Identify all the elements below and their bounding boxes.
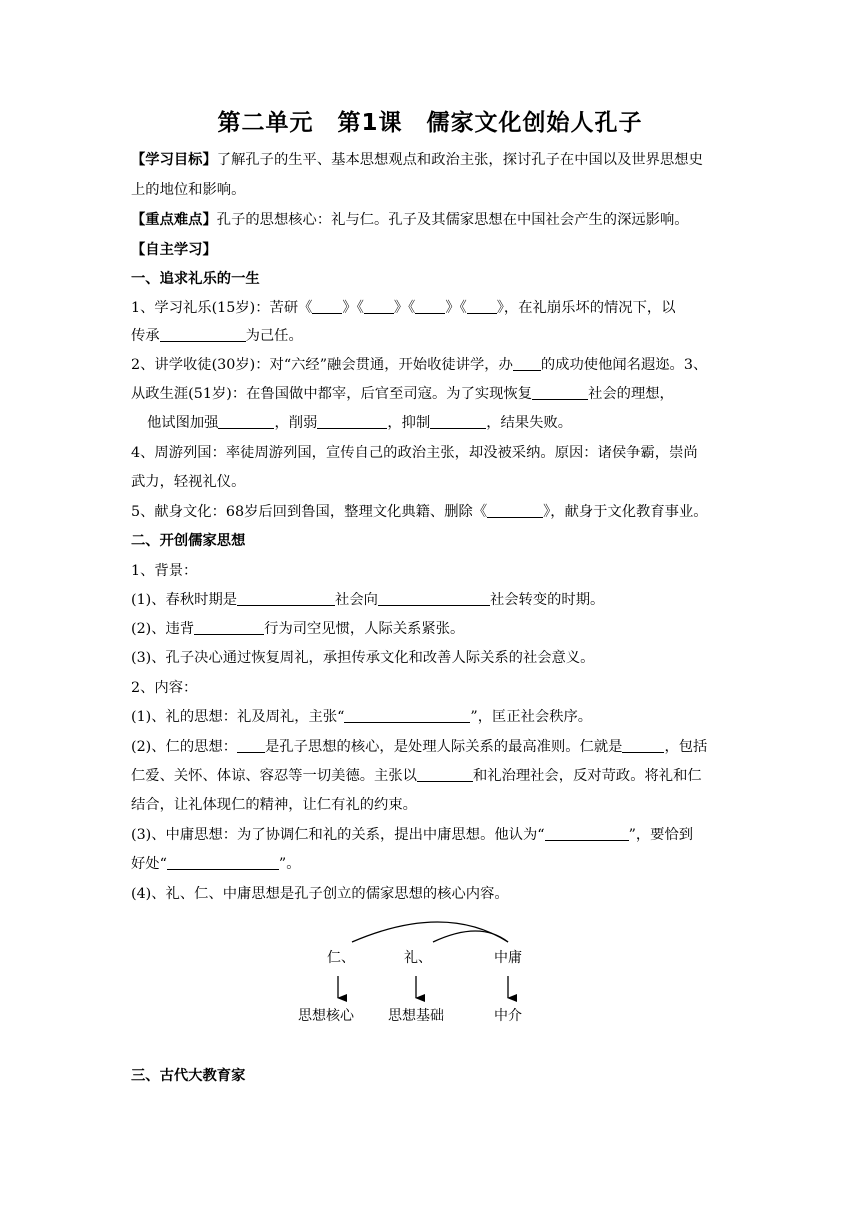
s1-item3-cont: [147, 413, 749, 433]
learning-goals: [131, 150, 733, 170]
blank[interactable]: [415, 298, 445, 314]
s1-text: ，削弱: [274, 415, 318, 431]
s1-text: 2、讲学收徒(30岁)：对“六经”融会贯通，开始收徒讲学，办: [131, 357, 513, 373]
blank[interactable]: [317, 413, 387, 429]
blank[interactable]: [467, 298, 497, 314]
s2-text: (1)、春秋时期是: [131, 592, 238, 608]
diagram-medium: 中介: [494, 1008, 522, 1024]
diagram-foundation: 思想基础: [388, 1008, 444, 1024]
s1-text: 》《: [445, 300, 467, 316]
s2-c4: (4)、礼、仁、中庸思想是孔子创立的儒家思想的核心内容。: [131, 886, 509, 902]
s2-text: 和礼治理社会，反对苛政。将礼和仁: [472, 768, 702, 784]
blank[interactable]: [513, 355, 541, 371]
s2-text: (2)、仁的思想：: [131, 739, 238, 755]
key-points: [131, 210, 733, 230]
s2-text: (1)、礼的思想：礼及周礼，主张“: [131, 709, 345, 725]
s1-text: ，结果失败。: [486, 415, 573, 431]
s2-text: 行为司空见惯，人际关系紧张。: [264, 621, 465, 637]
s1-item4: 4、周游列国：率徒周游列国，宣传自己的政治主张，却没被采纳。原因：诸侯争霸，崇尚: [131, 445, 698, 461]
s1-text: 》《: [393, 300, 416, 316]
s1-text: 的成功使他闻名遐迩。3、: [540, 357, 708, 373]
s2-text: (3)、中庸思想：为了协调仁和礼的关系，提出中庸思想。他认为“: [131, 827, 545, 843]
keypoints-text: 孔子的思想核心：礼与仁。孔子及其儒家思想在中国社会产生的深远影响。: [216, 212, 689, 228]
s2-c3-cont: [131, 854, 733, 874]
s1-text: 》，献身于文化教育事业。: [543, 504, 708, 520]
s2-c2: [131, 737, 733, 757]
diagram-zhongyong: 中庸: [494, 950, 522, 966]
s1-text: ，抑制: [387, 415, 431, 431]
s2-text: 仁爱、关怀、体谅、容忍等一切美德。主张以: [131, 768, 417, 784]
blank[interactable]: [532, 384, 588, 400]
s2-content-label: 2、内容：: [131, 680, 198, 696]
s2-background-label: 1、背景：: [131, 563, 198, 579]
learning-goals-cont: 上的地位和影响。: [131, 182, 246, 198]
blank[interactable]: [218, 413, 274, 429]
s2-c2-cont: [131, 766, 733, 786]
blank[interactable]: [237, 737, 265, 753]
blank[interactable]: [364, 298, 394, 314]
s1-item5: [131, 502, 733, 522]
self-study-heading: 【自主学习】: [131, 242, 217, 258]
s2-bg1: [131, 590, 733, 610]
s2-text: ”，要恰到: [628, 827, 694, 843]
section3-heading: 三、古代大教育家: [131, 1068, 246, 1084]
s2-bg2: [131, 619, 733, 639]
blank[interactable]: [160, 326, 246, 342]
goals-label: 【学习目标】: [131, 152, 217, 168]
s2-text: ”。: [278, 856, 301, 872]
s1-text: 传承: [131, 328, 160, 344]
s1-text: 》《: [342, 300, 364, 316]
blank[interactable]: [312, 298, 342, 314]
blank[interactable]: [417, 766, 473, 782]
diagram-core: 思想核心: [298, 1008, 354, 1024]
blank[interactable]: [344, 707, 470, 723]
blank[interactable]: [487, 502, 543, 518]
concept-diagram: [280, 912, 580, 1042]
s1-item1: [131, 298, 733, 318]
page-title: 第二单元 第1课 儒家文化创始人孔子: [217, 110, 643, 136]
blank[interactable]: [194, 619, 264, 635]
s2-text: ，包括: [664, 739, 708, 755]
s1-text: 从政生涯(51岁)：在鲁国做中都宰，后官至司寇。为了实现恢复: [131, 386, 533, 402]
section2-heading: 二、开创儒家思想: [131, 533, 246, 549]
diagram-ren: 仁、: [327, 950, 355, 966]
blank[interactable]: [545, 825, 629, 841]
s1-item1-cont: [131, 326, 733, 346]
blank[interactable]: [622, 737, 664, 753]
section1-heading: 一、追求礼乐的一生: [131, 271, 260, 287]
s1-text: 社会的理想，: [588, 386, 674, 402]
s2-c3: [131, 825, 733, 845]
s2-text: 是孔子思想的核心，是处理人际关系的最高准则。仁就是: [265, 739, 623, 755]
s2-text: 社会转变的时期。: [489, 592, 605, 608]
s1-item4-cont: 武力，轻视礼仪。: [131, 474, 246, 490]
arc-li-zhongyong: [433, 931, 508, 942]
goals-text: 了解孔子的生平、基本思想观点和政治主张，探讨孔子在中国以及世界思想史: [216, 152, 703, 168]
s1-text: 1、学习礼乐(15岁)：苦研《: [131, 300, 313, 316]
s2-text: 好处“: [131, 856, 167, 872]
s1-text: 5、献身文化：68岁后回到鲁国，整理文化典籍、删除《: [131, 504, 488, 520]
s2-c2-cont2: 结合，让礼体现仁的精神，让仁有礼的约束。: [131, 797, 417, 813]
s2-c1: [131, 707, 733, 727]
keypoints-label: 【重点难点】: [131, 212, 217, 228]
blank[interactable]: [378, 590, 490, 606]
s1-text: 他试图加强: [147, 415, 219, 431]
s1-item3: [131, 384, 733, 404]
s2-text: ”，匡正社会秩序。: [470, 709, 593, 725]
s2-text: (2)、违背: [131, 621, 195, 637]
s2-bg3: (3)、孔子决心通过恢复周礼，承担传承文化和改善人际关系的社会意义。: [131, 650, 595, 666]
blank[interactable]: [237, 590, 335, 606]
diagram-li: 礼、: [404, 950, 432, 966]
blank[interactable]: [430, 413, 486, 429]
s1-item2: [131, 355, 733, 375]
s1-text: 》，在礼崩乐坏的情况下，以: [496, 300, 676, 316]
s1-text: 为己任。: [245, 328, 303, 344]
blank[interactable]: [167, 854, 279, 870]
s2-text: 社会向: [335, 592, 378, 608]
